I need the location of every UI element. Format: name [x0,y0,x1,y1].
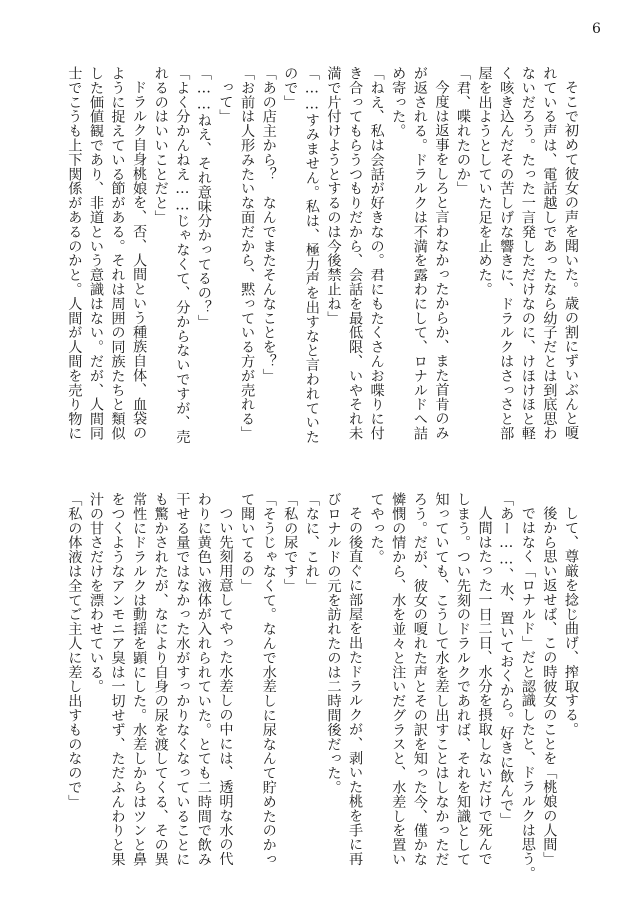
text-line: 「私の尿です」 [282,492,299,593]
text-line: 干せる量ではなかった水がすっかりなくなっていることに [174,492,191,867]
text-line: ないだろう。たった一言発しただけなのに、けほけほと軽 [519,66,536,441]
text-line: 知っていても、こうして水を差し出すことはしなかっただ [433,492,450,867]
text-line: 「あの店主から？ なんでまたそんなことを？」 [260,66,277,383]
text-line: した価値観であり、非道という意識はない。だが、人間同 [87,66,104,441]
text-line: 憐憫の情から、水を並々と注いだグラスと、水差しを置い [390,492,407,867]
text-line: 「よく分かんねえ……じゃなくて、分からないですが、売 [174,66,191,444]
text-line: って」 [217,80,234,124]
text-line: 常性にドラルクは動揺を顕にした。水差しからはツンと鼻 [131,492,148,867]
text-line: 「あー……、水、置いておくから。好きに飲んで」 [498,492,515,827]
text-line: つい先刻用意してやった水差しの中には、透明な水の代 [217,506,234,867]
page-number: 6 [592,21,601,37]
text-line: して、尊厳を捻じ曲げ、搾取する。 [563,506,579,737]
lower-text-block [63,492,581,881]
text-line: 汁の甘さだけを漂わせている。 [87,492,104,694]
text-line: わりに黄色い液体が入れられていた。とても二時間で飲み [195,492,212,867]
text-line: 「……ねえ、それ意味分かってるの？」 [195,66,212,329]
text-line: ので」 [282,66,299,110]
text-line: き合ってもらうつもりだから、会話を最低限、いやそれ未 [347,66,364,441]
text-line: しまう。つい先刻のドラルクであれば、それを知識として [455,492,472,867]
text-line: 「ねえ、私は会話が好きなの。君にもたくさんお喋りに付 [368,66,385,441]
text-line: 「君、喋れたのか」 [455,66,472,196]
text-line: をつくようなアンモニア臭は一切せず、ただふんわりと果 [109,492,126,867]
text-line: 満で片付けようとするのは今後禁止ね」 [325,66,342,326]
text-line: ではなく「ロナルド」だと認識したと、ドラルクは思う。 [519,506,536,881]
text-line: 士でこうも上下関係があるのかと。人間が人間を売り物に [66,66,83,441]
text-line: 「なに、これ」 [303,492,320,593]
text-line: ろう。だが、彼女の嗄れた声とその訳を知った今、僅かな [411,492,428,867]
text-line: ように捉えている節がある。それは周囲の同族たちと類似 [109,66,126,441]
text-line: その後直ぐに部屋を出たドラルクが、剥いた桃を手に再 [347,506,364,867]
text-line: れるのはいいことだと」 [152,66,169,225]
text-line: 「私の体液は全てご主人に差し出すものなので」 [66,492,83,809]
text-line: てやった。 [368,492,385,564]
text-line: 人間はたった一日二日、水分を摂取しないだけで死んで [476,506,493,867]
text-line: そこで初めて彼女の声を聞いた。歳の割にずいぶんと嗄 [563,80,579,441]
text-line: も驚かされたが、なにより自身の尿を渡してくる、その異 [152,492,169,867]
text-line: て聞いてるの」 [239,492,256,593]
text-line: 「そうじゃなくて。なんで水差しに尿なんて貯めたのかっ [260,492,277,867]
text-line: びロナルドの元を訪れたのは二時間後だった。 [325,492,342,795]
text-line: れている声は、電話越しであったなら幼子だとは到底思わ [541,66,558,441]
text-line: 屋を出ようとしていた足を止めた。 [476,66,493,297]
text-line: 「お前は人形みたいな面だから、黙っている方が売れる」 [239,66,256,441]
upper-text-block [63,66,581,444]
text-line: 後から思い返せば、この時彼女のことを「桃娘の人間」 [541,506,558,867]
text-line: 今度は返事をしろと言わなかったからか、また首肯のみ [433,80,450,441]
text-line: ドラルク自身桃娘を、否、人間という種族自体、血袋の [131,80,148,441]
text-line: め寄った。 [390,66,407,138]
text-line: が返される。ドラルクは不満を露わにして、ロナルドへ詰 [411,66,428,441]
text-line: 「……すみません。私は、極力声を出すなと言われていた [303,66,320,444]
text-line: く咳き込んだその苦しげな響きに、ドラルクはさっさと部 [498,66,515,441]
